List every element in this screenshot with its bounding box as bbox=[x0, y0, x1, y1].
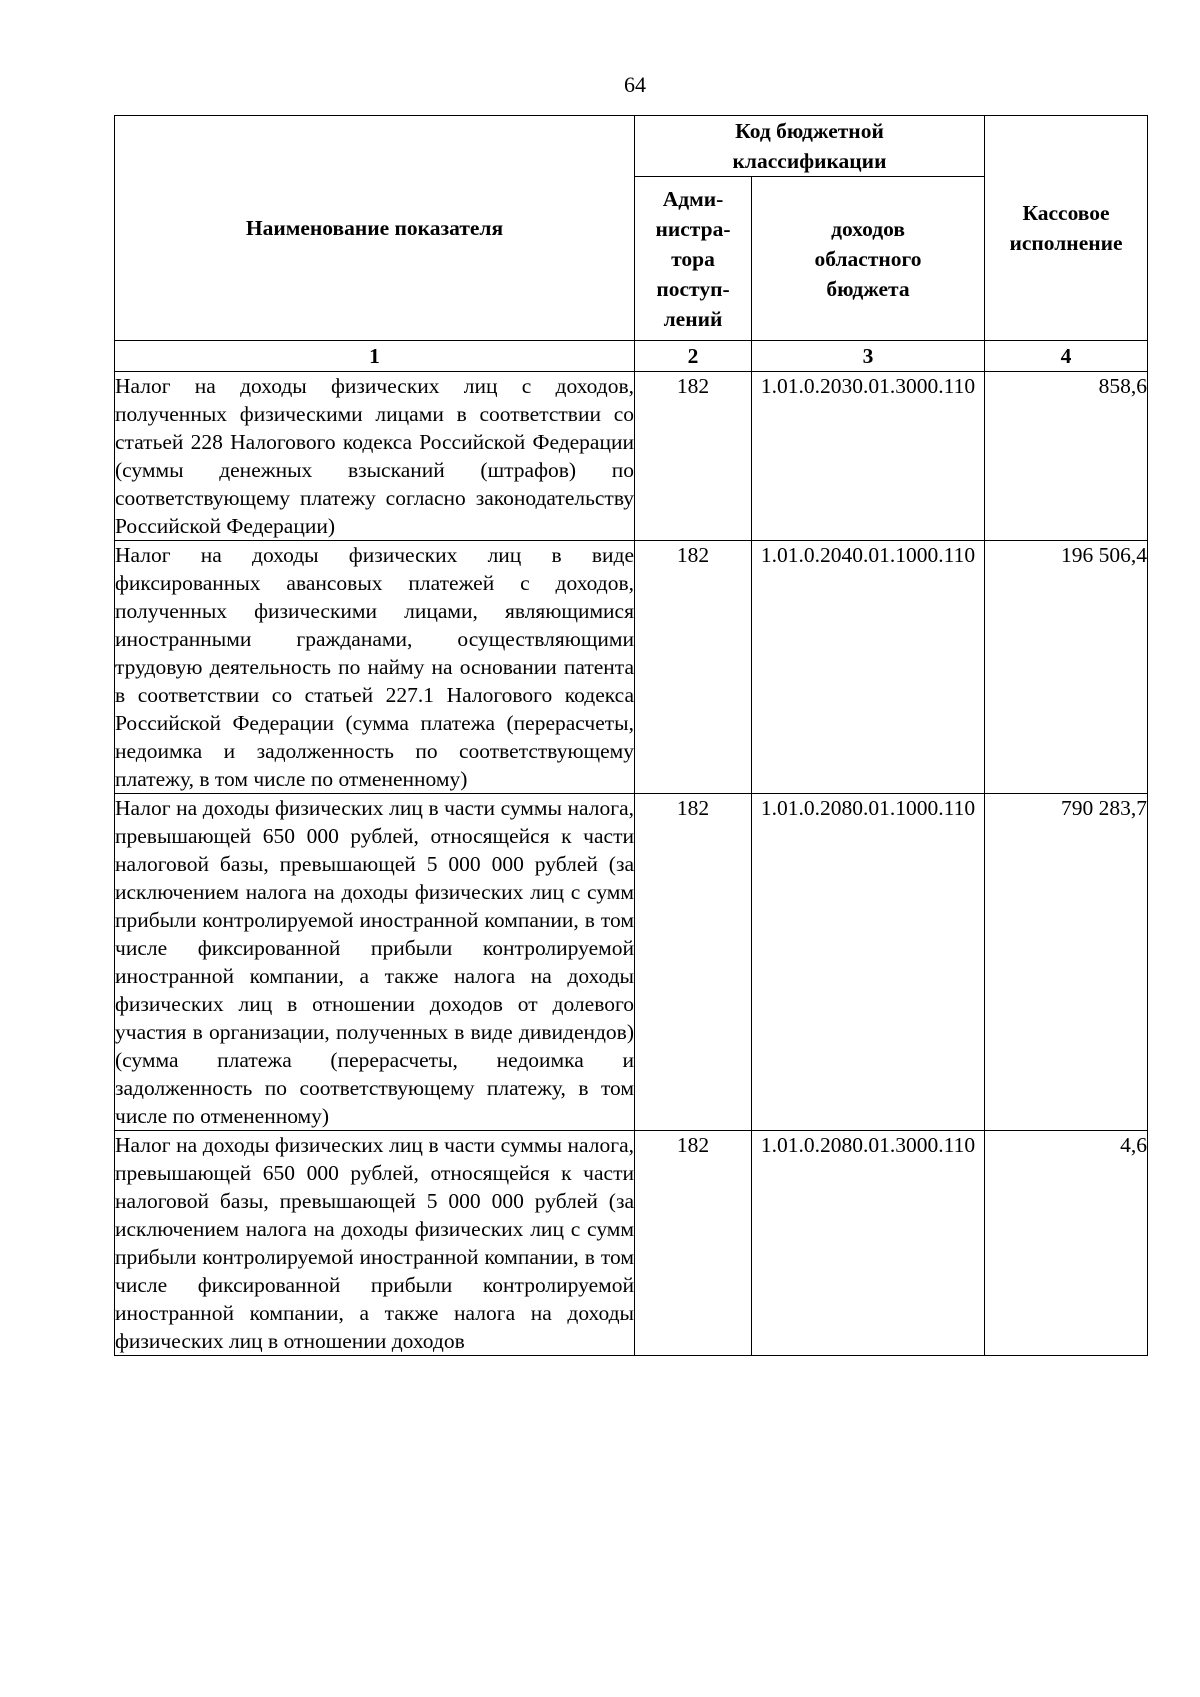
row-name: Налог на доходы физических лиц в виде фиксированных авансовых платежей с доходов, полученных физическими лицами, являющимися иностранными гражданами, осуществляющими трудовую деятельность по найму на основании патента в соответствии со статьей 227.1 Налогового кодекса Российской Федерации (сумма платежа (перерасчеты, недоимка и задолженность по соответствующему платежу, в том числе по отмененному) bbox=[115, 541, 635, 794]
row-admin-code: 182 bbox=[635, 794, 752, 1131]
row-name: Налог на доходы физических лиц в части суммы налога, превышающей 650 000 рублей, относящейся к части налоговой базы, превышающей 5 000 000 рублей (за исключением налога на доходы физических лиц с сумм прибыли контролируемой иностранной компании, в том числе фиксированной прибыли контролируемой иностранной компании, а также налога на доходы физических лиц в отношении доходов от долевого участия в организации, полученных в виде дивидендов) (сумма платежа (перерасчеты, недоимка и задолженность по соответствующему платежу, в том числе по отмененному) bbox=[115, 794, 635, 1131]
row-name: Налог на доходы физических лиц в части суммы налога, превышающей 650 000 рублей, относящейся к части налоговой базы, превышающей 5 000 000 рублей (за исключением налога на доходы физических лиц с сумм прибыли контролируемой иностранной компании, в том числе фиксированной прибыли контролируемой иностранной компании, а также налога на доходы физических лиц в отношении доходов bbox=[115, 1131, 635, 1356]
row-admin-code: 182 bbox=[635, 541, 752, 794]
row-budget-code: 1.01.0.2030.01.3000.110 bbox=[752, 372, 985, 541]
table-row bbox=[115, 541, 1148, 794]
row-name: Налог на доходы физических лиц с доходов, полученных физическими лицами в соответствии со статьей 228 Налогового кодекса Российской Федерации (суммы денежных взысканий (штрафов) по соответствующему платежу согласно законодательству Российской Федерации) bbox=[115, 372, 635, 541]
column-number-3: 3 bbox=[752, 341, 985, 372]
row-budget-code: 1.01.0.2040.01.1000.110 bbox=[752, 541, 985, 794]
row-admin-code: 182 bbox=[635, 372, 752, 541]
column-number-2: 2 bbox=[635, 341, 752, 372]
table-row bbox=[115, 372, 1148, 541]
row-amount: 858,6 bbox=[985, 372, 1148, 541]
row-amount: 196 506,4 bbox=[985, 541, 1148, 794]
row-amount: 4,6 bbox=[985, 1131, 1148, 1356]
row-admin-code: 182 bbox=[635, 1131, 752, 1356]
header-budget-code-group: Код бюджетной классификации bbox=[635, 116, 985, 177]
row-budget-code: 1.01.0.2080.01.1000.110 bbox=[752, 794, 985, 1131]
header-administrator: Адми-нистра-тора поступ-лений bbox=[635, 177, 752, 341]
row-amount: 790 283,7 bbox=[985, 794, 1148, 1131]
table-row bbox=[115, 1131, 1148, 1356]
row-budget-code: 1.01.0.2080.01.3000.110 bbox=[752, 1131, 985, 1356]
table-row bbox=[115, 794, 1148, 1131]
column-number-1: 1 bbox=[115, 341, 635, 372]
budget-execution-table bbox=[114, 115, 1148, 1356]
header-income: доходов областного бюджета bbox=[752, 177, 985, 341]
page-number: 64 bbox=[624, 72, 646, 97]
header-execution: Кассовое исполнение bbox=[985, 116, 1148, 341]
column-number-4: 4 bbox=[985, 341, 1148, 372]
header-name: Наименование показателя bbox=[115, 116, 635, 341]
